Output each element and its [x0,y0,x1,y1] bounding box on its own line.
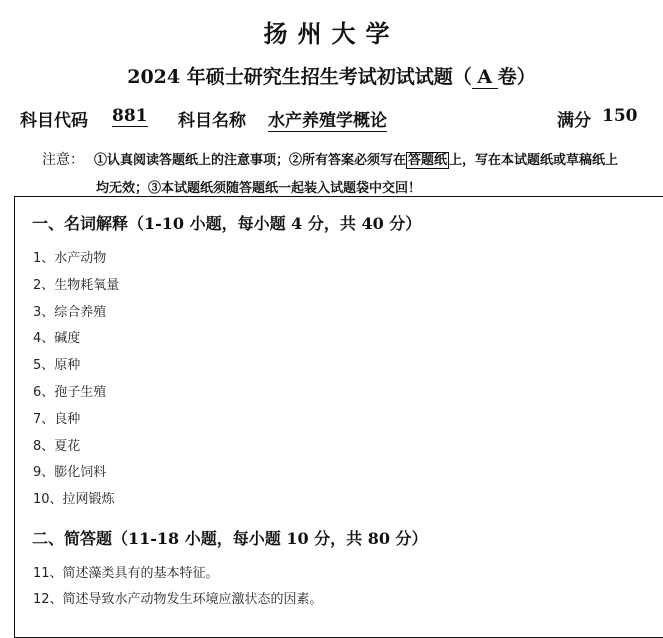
notice-line-2: 均无效；③本试题纸须随答题纸一起装入试题袋中交回！ [96,181,422,196]
notice-text-1b: 上，写在本试题纸或草稿纸上 [449,153,619,168]
question-item: 7、良种 [33,411,81,427]
question-item: 4、碱度 [33,331,81,347]
full-score-label: 满分 [557,111,591,131]
question-item: 6、孢子生殖 [33,384,107,400]
question-item: 1、水产动物 [33,251,107,266]
question-item: 11、简述藻类具有的基本特征。 [33,566,219,581]
section-2-heading: 二、简答题（11-18 小题，每小题 10 分，共 80 分） [32,529,428,548]
exam-title-prefix: 2024 年硕士研究生招生考试初试试题（ [127,66,472,88]
question-item: 12、简述导致水产动物发生环境应激状态的因素。 [33,592,323,607]
exam-notice [42,146,659,203]
subject-info-row [0,106,663,134]
subject-name: 水产养殖学概论 [268,106,387,132]
paper-type: A [472,66,498,89]
section-1-heading: 一、名词解释（1-10 小题，每小题 4 分，共 40 分） [32,214,422,233]
notice-text-1a: ①认真阅读答题纸上的注意事项；②所有答案必须写在 [94,153,407,168]
section-2-items [33,563,323,615]
notice-line-1 [42,146,659,175]
question-item: 3、综合养殖 [33,304,107,320]
subject-code-label: 科目代码 [20,111,88,131]
section-1-items [33,248,119,516]
exam-title [0,62,663,89]
university-title: 扬州大学 [263,19,400,48]
question-item: 5、原种 [33,358,81,374]
full-score: 150 [602,106,638,126]
answer-sheet-boxed-word: 答题纸 [408,153,448,168]
question-item: 9、膨化饲料 [33,465,107,481]
question-item: 2、生物耗氧量 [33,277,120,293]
subject-code: 881 [112,106,148,126]
subject-name-label: 科目名称 [178,111,246,131]
question-item: 10、拉网锻炼 [33,492,115,508]
notice-label: 注意： [42,152,84,168]
question-item: 8、夏花 [33,438,81,454]
exam-title-suffix: 卷） [497,66,536,88]
